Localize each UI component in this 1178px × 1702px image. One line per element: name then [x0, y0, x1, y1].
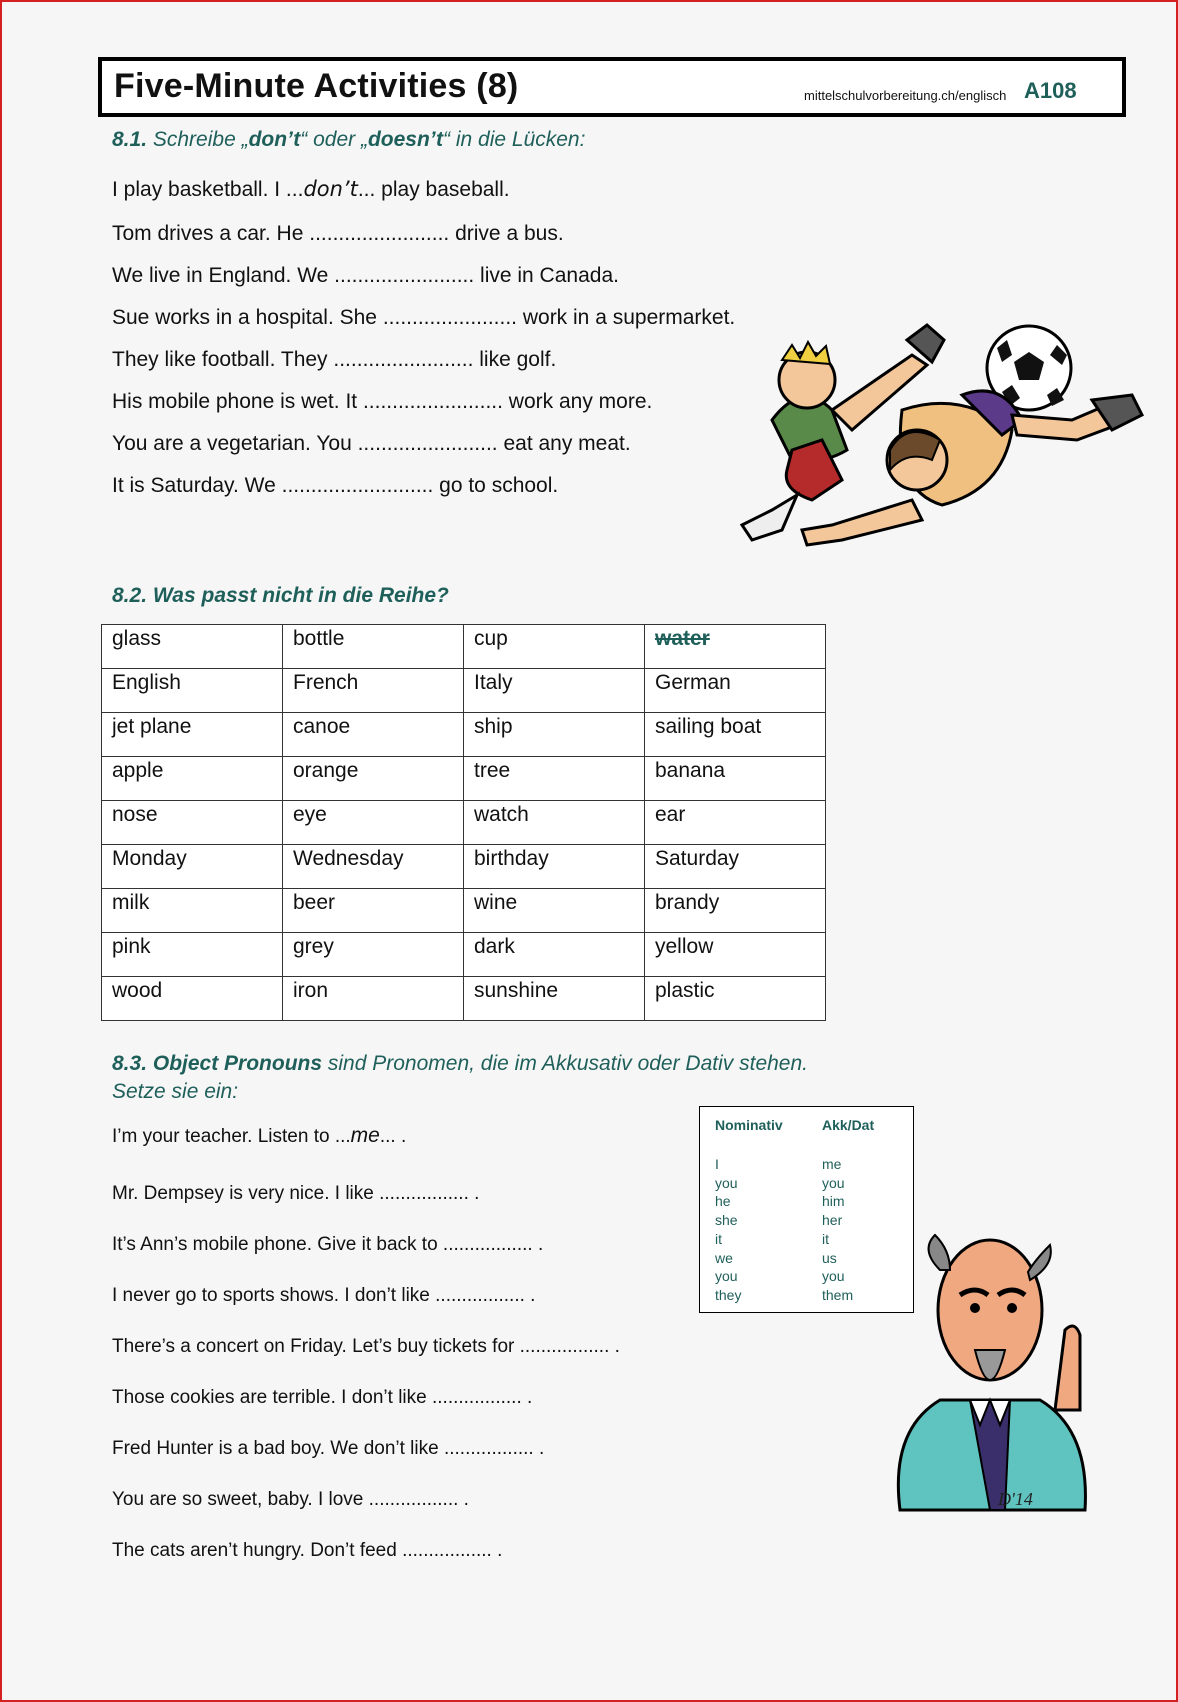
- nominative-header: Nominativ: [715, 1117, 783, 1133]
- section-2-title: 8.2. Was passt nicht in die Reihe?: [112, 584, 449, 607]
- objective-header: Akk/Dat: [822, 1117, 875, 1133]
- section-1-number: 8.1.: [112, 128, 148, 151]
- table-row: nose eye watch ear: [102, 801, 826, 845]
- table-row: glass bottle cup water: [102, 625, 826, 669]
- example-answer: don’t: [303, 177, 358, 201]
- example-sentence-3: I’m your teacher. Listen to ...me... .: [112, 1124, 407, 1147]
- sentence-3-4: There’s a concert on Friday. Let’s buy tickets for ................. .: [112, 1336, 620, 1357]
- teacher-illustration: [880, 1210, 1120, 1530]
- table-row: pink grey dark yellow: [102, 933, 826, 977]
- odd-one-out-table: [101, 624, 826, 1021]
- nominative-list: I you he she it we you they: [715, 1156, 742, 1303]
- example-struck-word: water: [645, 625, 826, 669]
- table-row: English French Italy German: [102, 669, 826, 713]
- example-answer: me: [350, 1124, 380, 1147]
- section-1-title: 8.1. Schreibe „don’t“ oder „doesn’t“ in die Lücken:: [112, 128, 586, 151]
- sheet-code: A108: [1024, 78, 1077, 103]
- sentence-3-3: I never go to sports shows. I don’t like ................. .: [112, 1285, 536, 1306]
- page-title: Five-Minute Activities (8): [114, 67, 519, 105]
- sentence-1-3: Sue works in a hospital. She ....................... work in a supermarket.: [112, 306, 736, 329]
- sentence-1-5: His mobile phone is wet. It ........................ work any more.: [112, 390, 653, 413]
- sentence-1-1: Tom drives a car. He ........................ drive a bus.: [112, 222, 564, 245]
- table-row: jet plane canoe ship sailing boat: [102, 713, 826, 757]
- sentence-3-8: The cats aren’t hungry. Don’t feed ................. .: [112, 1540, 503, 1561]
- header-box: [98, 57, 1126, 117]
- objective-list: me you him her it us you them: [822, 1156, 854, 1303]
- sentence-3-1: Mr. Dempsey is very nice. I like ................. .: [112, 1183, 480, 1204]
- sentence-1-6: You are a vegetarian. You ........................ eat any meat.: [112, 432, 631, 455]
- table-row: wood iron sunshine plastic: [102, 977, 826, 1021]
- section-3-title: 8.3. Object Pronouns sind Pronomen, die im Akkusativ oder Dativ stehen.: [112, 1052, 808, 1075]
- sentence-1-2: We live in England. We ........................ live in Canada.: [112, 264, 619, 287]
- example-sentence-1: I play basketball. I ...don’t... play baseball.: [112, 177, 510, 201]
- artist-signature: D'14: [998, 1489, 1033, 1509]
- table-row: milk beer wine brandy: [102, 889, 826, 933]
- soccer-players-illustration: [712, 300, 1162, 600]
- table-row: Monday Wednesday birthday Saturday: [102, 845, 826, 889]
- section-3-title-line2: Setze sie ein:: [112, 1080, 239, 1103]
- sentence-3-5: Those cookies are terrible. I don’t like ................. .: [112, 1387, 533, 1408]
- sentence-1-4: They like football. They ........................ like golf.: [112, 348, 557, 371]
- sentence-3-7: You are so sweet, baby. I love ................. .: [112, 1489, 469, 1510]
- sentence-3-6: Fred Hunter is a bad boy. We don’t like ................. .: [112, 1438, 545, 1459]
- sentence-3-2: It’s Ann’s mobile phone. Give it back to ................. .: [112, 1234, 544, 1255]
- site-url: mittelschulvorbereitung.ch/englisch: [804, 88, 1007, 103]
- table-row: apple orange tree banana: [102, 757, 826, 801]
- sentence-1-7: It is Saturday. We .......................... go to school.: [112, 474, 559, 497]
